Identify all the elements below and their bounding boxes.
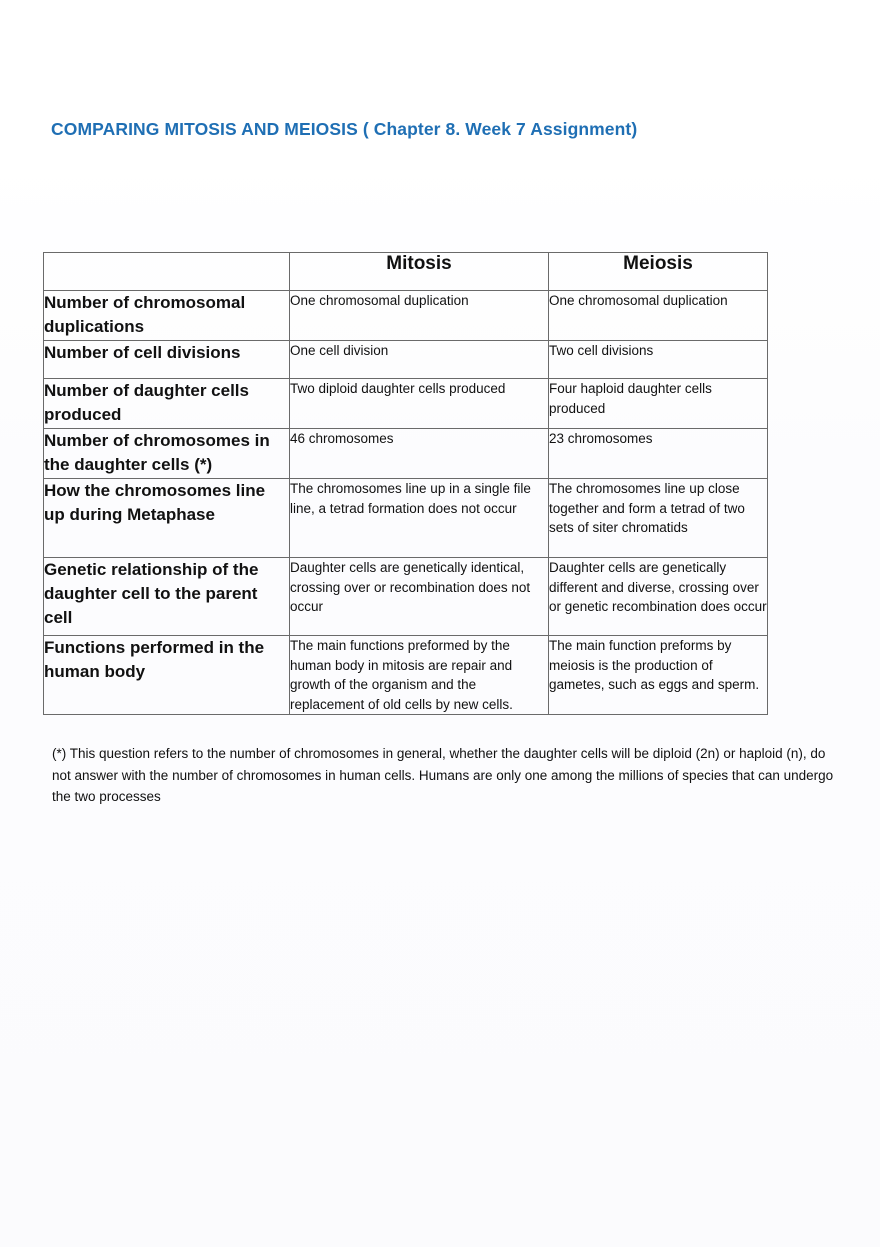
meiosis-cell: 23 chromosomes xyxy=(549,429,768,479)
table-row xyxy=(44,341,768,379)
document-title: COMPARING MITOSIS AND MEIOSIS ( Chapter 8. Week 7 Assignment) xyxy=(51,119,638,139)
mitosis-cell: One cell division xyxy=(290,341,549,379)
mitosis-cell: Daughter cells are genetically identical, crossing over or recombination does not occur xyxy=(290,558,549,636)
meiosis-cell: Daughter cells are genetically different and diverse, crossing over or genetic recombination does occur xyxy=(549,558,768,636)
meiosis-cell: Two cell divisions xyxy=(549,341,768,379)
row-label: Number of chromosomes in the daughter cells (*) xyxy=(44,429,290,479)
meiosis-cell: Four haploid daughter cells produced xyxy=(549,379,768,429)
row-label: Number of chromosomal duplications xyxy=(44,291,290,341)
mitosis-cell: 46 chromosomes xyxy=(290,429,549,479)
header-empty-cell xyxy=(44,253,290,291)
row-label: How the chromosomes line up during Metaphase xyxy=(44,479,290,558)
mitosis-cell: The chromosomes line up in a single file line, a tetrad formation does not occur xyxy=(290,479,549,558)
table-header-row xyxy=(44,253,768,291)
header-meiosis: Meiosis xyxy=(549,253,768,291)
mitosis-cell: Two diploid daughter cells produced xyxy=(290,379,549,429)
row-label: Number of daughter cells produced xyxy=(44,379,290,429)
meiosis-cell: The chromosomes line up close together and form a tetrad of two sets of siter chromatids xyxy=(549,479,768,558)
table-row xyxy=(44,291,768,341)
mitosis-cell: The main functions preformed by the human body in mitosis are repair and growth of the organism and the replacement of old cells by new cells. xyxy=(290,636,549,715)
table-row xyxy=(44,636,768,715)
table-row xyxy=(44,479,768,558)
row-label: Genetic relationship of the daughter cell to the parent cell xyxy=(44,558,290,636)
table-row xyxy=(44,379,768,429)
table-row xyxy=(44,558,768,636)
row-label: Functions performed in the human body xyxy=(44,636,290,715)
meiosis-cell: The main function preforms by meiosis is the production of gametes, such as eggs and sperm. xyxy=(549,636,768,715)
mitosis-cell: One chromosomal duplication xyxy=(290,291,549,341)
table-row xyxy=(44,429,768,479)
header-mitosis: Mitosis xyxy=(290,253,549,291)
comparison-table xyxy=(43,252,768,715)
row-label: Number of cell divisions xyxy=(44,341,290,379)
footnote: (*) This question refers to the number of chromosomes in general, whether the daughter cells will be diploid (2n) or haploid (n), do not answer with the number of chromosomes in human cells. Humans are only one among the millions of species that can undergo the two processes xyxy=(52,746,834,804)
meiosis-cell: One chromosomal duplication xyxy=(549,291,768,341)
